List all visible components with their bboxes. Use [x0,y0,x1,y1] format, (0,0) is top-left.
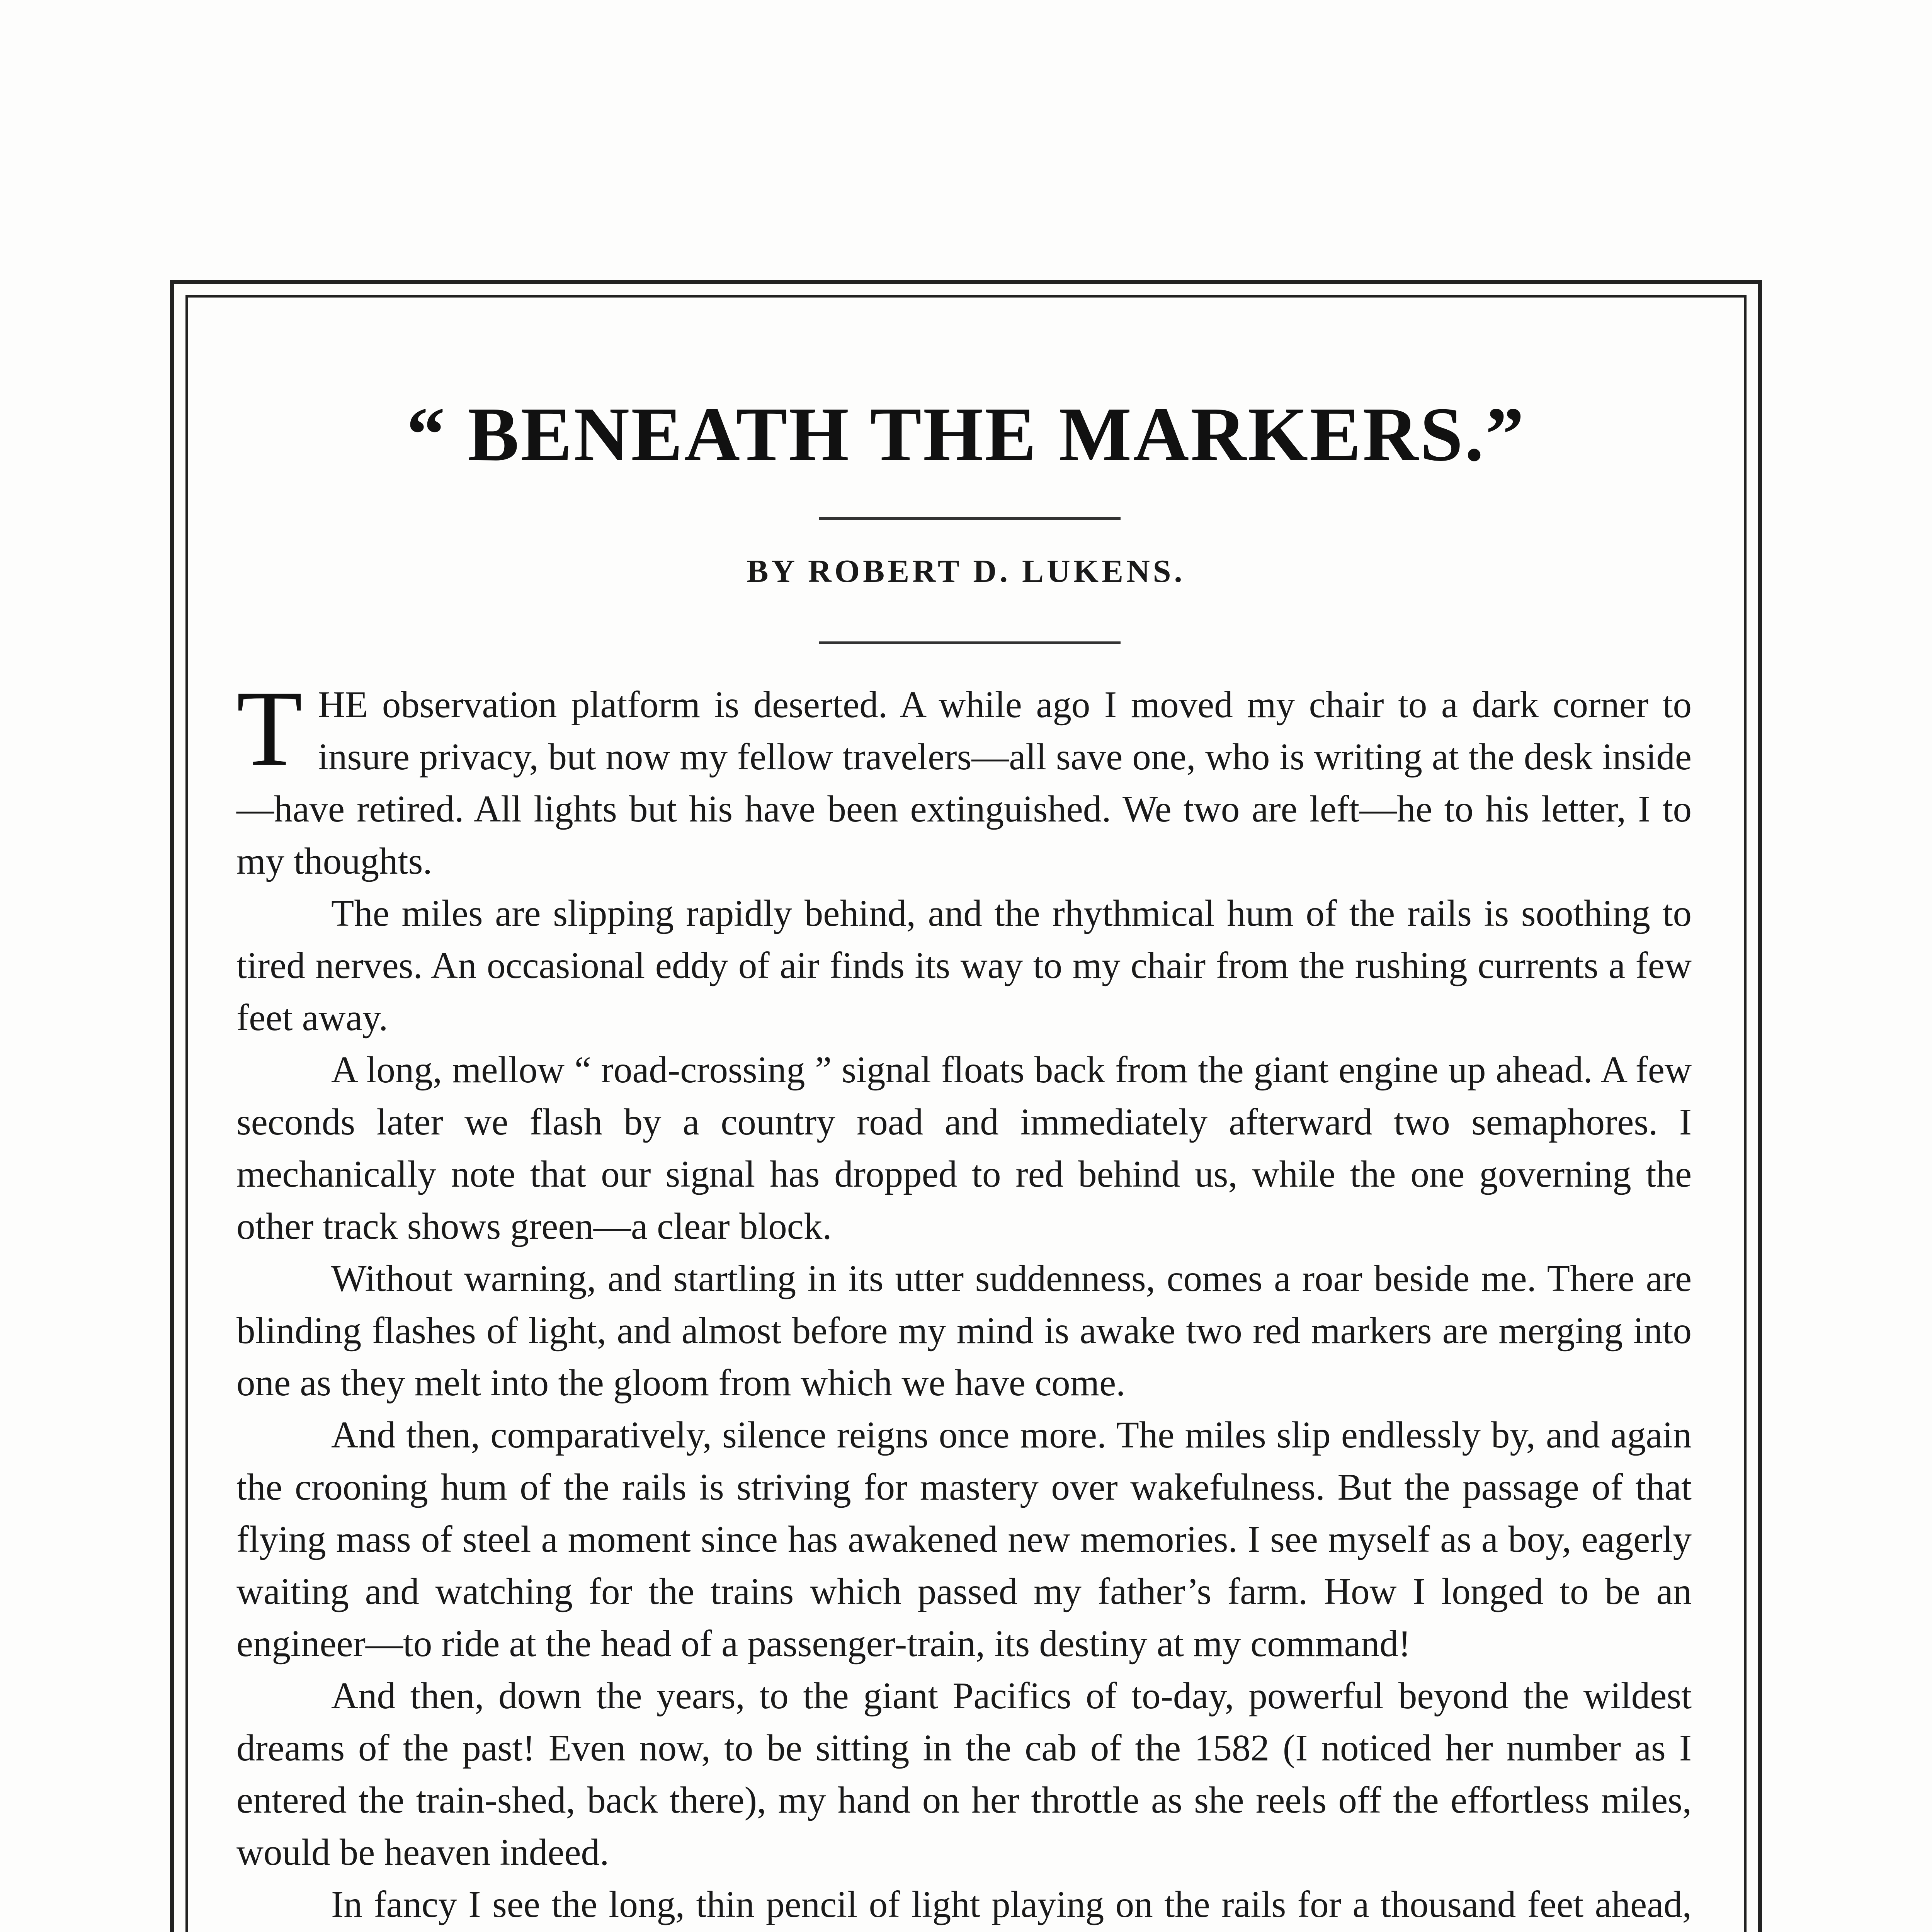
article-body [236,668,1692,1932]
paragraph: Without warning, and startling in its utter suddenness, comes a roar beside me. There are blinding flashes of light, and almost before my mind is awake two red markers are merging into one as they melt into the gloom from which we have come. [236,1258,1692,1403]
title-divider [819,517,1121,520]
paragraph-1-text: HE observation platform is deserted. A while ago I moved my chair to a dark corner to insure privacy, but now my fellow travelers—all save one, who is writing at the desk inside—have retired. All lights but his have been extinguished. We two are left—he to his letter, I to my thoughts. [236,684,1692,882]
paragraph: And then, comparatively, silence reigns once more. The miles slip endlessly by, and again the crooning hum of the rails is striving for mastery over wakefulness. But the passage of that flying mass of steel a moment since has awakened new memories. I see myself as a boy, eagerly waiting and watching for the trains which passed my father’s farm. How I longed to be an engineer—to ride at the head of a passenger-train, its destiny at my command! [236,1414,1692,1664]
drop-cap: T [236,668,303,788]
article-title: “ BENEATH THE MARKERS.” [406,392,1526,477]
paragraph: The miles are slipping rapidly behind, and the rhythmical hum of the rails is soothing to tired nerves. An occasional eddy of air finds its way to my chair from the rushing currents a few feet away. [236,893,1692,1038]
article-byline: BY ROBERT D. LUKENS. [747,553,1185,589]
paragraph: A long, mellow “ road-crossing ” signal floats back from the giant engine up ahead. A few seconds later we flash by a country road and immediately afterward two semaphores. I mechanically note that our signal has dropped to red behind us, while the one governing the other track shows green—a clear block. [236,1049,1692,1247]
paragraph-1 [236,668,1692,887]
paragraph: In fancy I see the long, thin pencil of light playing on the rails for a thousand feet ahead, [331,1884,1692,1925]
paragraph: And then, down the years, to the giant Pacifics of to-day, powerful beyond the wildest dreams of the past! Even now, to be sitting in the cab of the 1582 (I noticed her number as I entered the train-shed, back there), my hand on her throttle as she reels off the effortless miles, would be heaven indeed. [236,1675,1692,1873]
byline-divider [819,641,1121,644]
